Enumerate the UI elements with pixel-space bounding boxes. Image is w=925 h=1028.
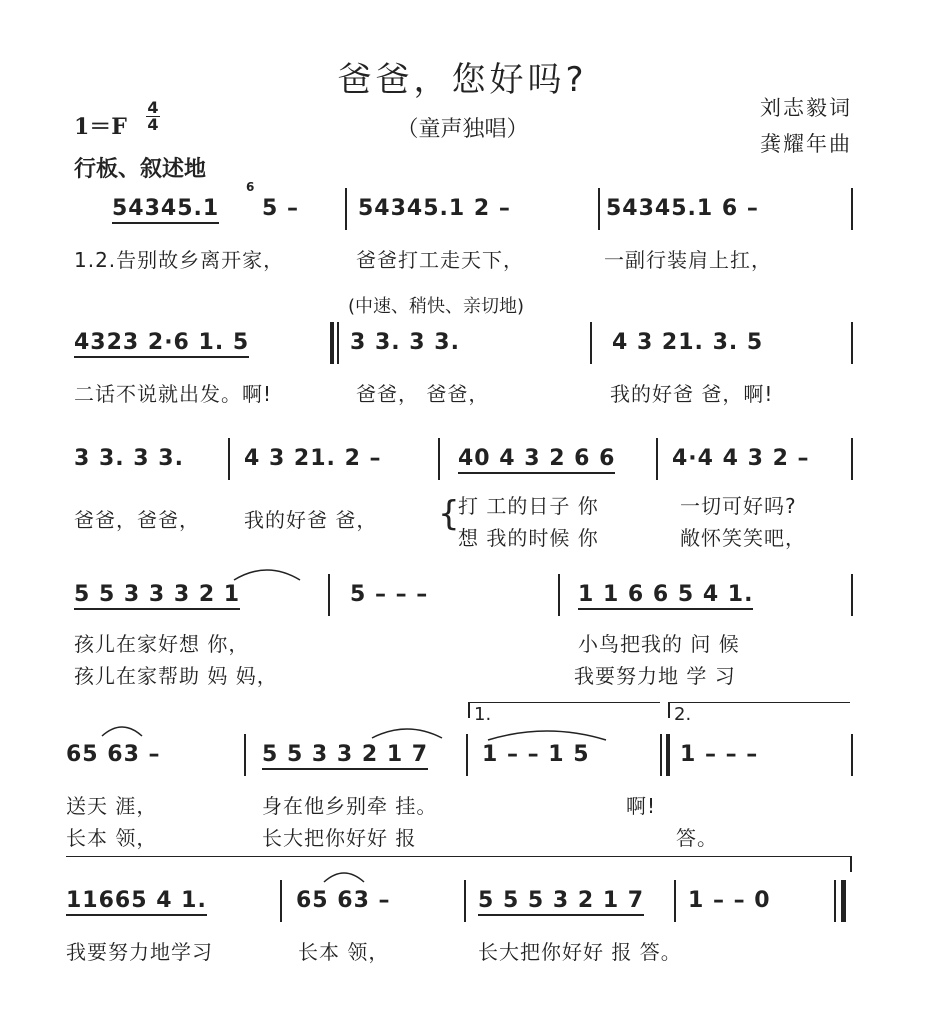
measure-4-2: 5 – – –: [350, 582, 429, 607]
measure-1-1b: 5 –: [262, 196, 299, 221]
key-signature: 1＝F: [74, 114, 127, 140]
barline: [851, 734, 853, 776]
measure-5-1: 65 63 –: [66, 742, 161, 767]
slur: [486, 724, 608, 742]
barline: [598, 188, 600, 230]
measure-4-1: 5 5 3 3 3 2 1: [74, 582, 240, 607]
lyric-5-2a: 身在他乡别牵 挂。: [262, 794, 438, 818]
volta-2-line: [668, 702, 850, 703]
measure-1-2: 54345.1 2 –: [358, 196, 511, 221]
section-divider-hook: [850, 856, 852, 872]
repeat-start: [330, 322, 334, 364]
barline: [851, 438, 853, 480]
lyric-2-1: 二话不说就出发。啊!: [74, 382, 273, 406]
lyric-5-3a: 啊!: [626, 794, 657, 818]
lyric-2-3: 我的好爸 爸，啊!: [610, 382, 774, 406]
barline: [228, 438, 230, 480]
barline: [656, 438, 658, 480]
measure-1-3: 54345.1 6 –: [606, 196, 759, 221]
lyric-5-2b: 长大把你好好 报: [262, 826, 417, 850]
lyric-4-2b: 我要努力地 学 习: [574, 664, 736, 688]
volta-1-label: 1.: [474, 704, 492, 725]
measure-3-4: 4·4 4 3 2 –: [672, 446, 810, 471]
composer-credit: 龚耀年曲: [760, 132, 852, 156]
lyric-4-2a: 小鸟把我的 问 候: [578, 632, 740, 656]
song-subtitle: （童声独唱）: [396, 117, 529, 142]
barline: [851, 574, 853, 616]
measure-1-1: 54345.1: [112, 196, 219, 221]
lyric-6-1: 我要努力地学习: [66, 940, 213, 964]
lyric-3-4b: 敞怀笑笑吧，: [680, 526, 806, 550]
volta-2-hook: [668, 702, 670, 718]
barline: [590, 322, 592, 364]
barline: [558, 574, 560, 616]
barline: [438, 438, 440, 480]
final-barline-thin: [834, 880, 836, 922]
slur: [232, 562, 302, 582]
lyric-3-4a: 一切可好吗?: [680, 494, 797, 518]
barline: [345, 188, 347, 230]
lyric-2-2: 爸爸， 爸爸，: [356, 382, 490, 406]
slur: [370, 722, 444, 740]
lyric-3-2: 我的好爸 爸，: [244, 508, 378, 532]
lyric-6-2: 长本 领，: [298, 940, 390, 964]
lyric-6-3: 长大把你好好 报 答。: [478, 940, 682, 964]
barline: [851, 188, 853, 230]
measure-6-2: 65 63 –: [296, 888, 391, 913]
song-title: 爸爸，您好吗?: [337, 60, 588, 100]
final-barline: [841, 880, 846, 922]
measure-3-2: 4 3 21. 2 –: [244, 446, 382, 471]
measure-3-1: 3 3. 3 3.: [74, 446, 184, 471]
lyric-5-1a: 送天 涯，: [66, 794, 158, 818]
tempo-marking: 行板、叙述地: [74, 157, 207, 182]
lyric-5-1b: 长本 领，: [66, 826, 158, 850]
lyric-3-3a: 打 工的日子 你: [458, 494, 599, 518]
barline: [674, 880, 676, 922]
repeat-end-thin: [660, 734, 662, 776]
repeat-start-thin: [337, 322, 339, 364]
measure-2-2: 3 3. 3 3.: [350, 330, 460, 355]
measure-5-4: 1 – – –: [680, 742, 759, 767]
section-divider: [66, 856, 850, 857]
tempo-change: (中速、稍快、亲切地): [348, 296, 525, 317]
barline: [244, 734, 246, 776]
measure-4-3: 1 1 6 6 5 4 1.: [578, 582, 753, 607]
slur: [100, 720, 144, 738]
measure-3-3: 40 4 3 2 6 6: [458, 446, 615, 471]
measure-5-2: 5 5 3 3 2 1 7: [262, 742, 428, 767]
lyric-3-1: 爸爸，爸爸，: [74, 508, 200, 532]
lyric-1-2: 爸爸打工走天下，: [356, 248, 524, 272]
barline: [464, 880, 466, 922]
verse-brace: {: [438, 494, 460, 534]
grace-note: 6: [246, 180, 255, 194]
measure-6-1: 11665 4 1.: [66, 888, 207, 913]
measure-2-3: 4 3 21. 3. 5: [612, 330, 764, 355]
lyric-1-1: 1.2.告别故乡离开家，: [74, 248, 285, 272]
barline: [280, 880, 282, 922]
volta-1-line: [468, 702, 660, 703]
volta-1-hook: [468, 702, 470, 718]
measure-2-1: 4323 2·6 1. 5: [74, 330, 249, 355]
lyric-3-3b: 想 我的时候 你: [458, 526, 599, 550]
slur: [322, 866, 366, 884]
lyric-4-1b: 孩儿在家帮助 妈 妈，: [74, 664, 278, 688]
lyric-1-3: 一副行装肩上扛，: [604, 248, 772, 272]
measure-6-4: 1 – – 0: [688, 888, 771, 913]
barline: [328, 574, 330, 616]
measure-5-3: 1 – – 1 5: [482, 742, 590, 767]
repeat-end: [666, 734, 670, 776]
barline: [851, 322, 853, 364]
measure-6-3: 5 5 5 3 2 1 7: [478, 888, 644, 913]
volta-2-label: 2.: [674, 704, 692, 725]
lyricist-credit: 刘志毅词: [760, 96, 852, 120]
barline: [466, 734, 468, 776]
lyric-4-1a: 孩儿在家好想 你，: [74, 632, 250, 656]
time-signature: 4 4: [147, 98, 159, 134]
lyric-5-3b: 答。: [676, 826, 718, 850]
